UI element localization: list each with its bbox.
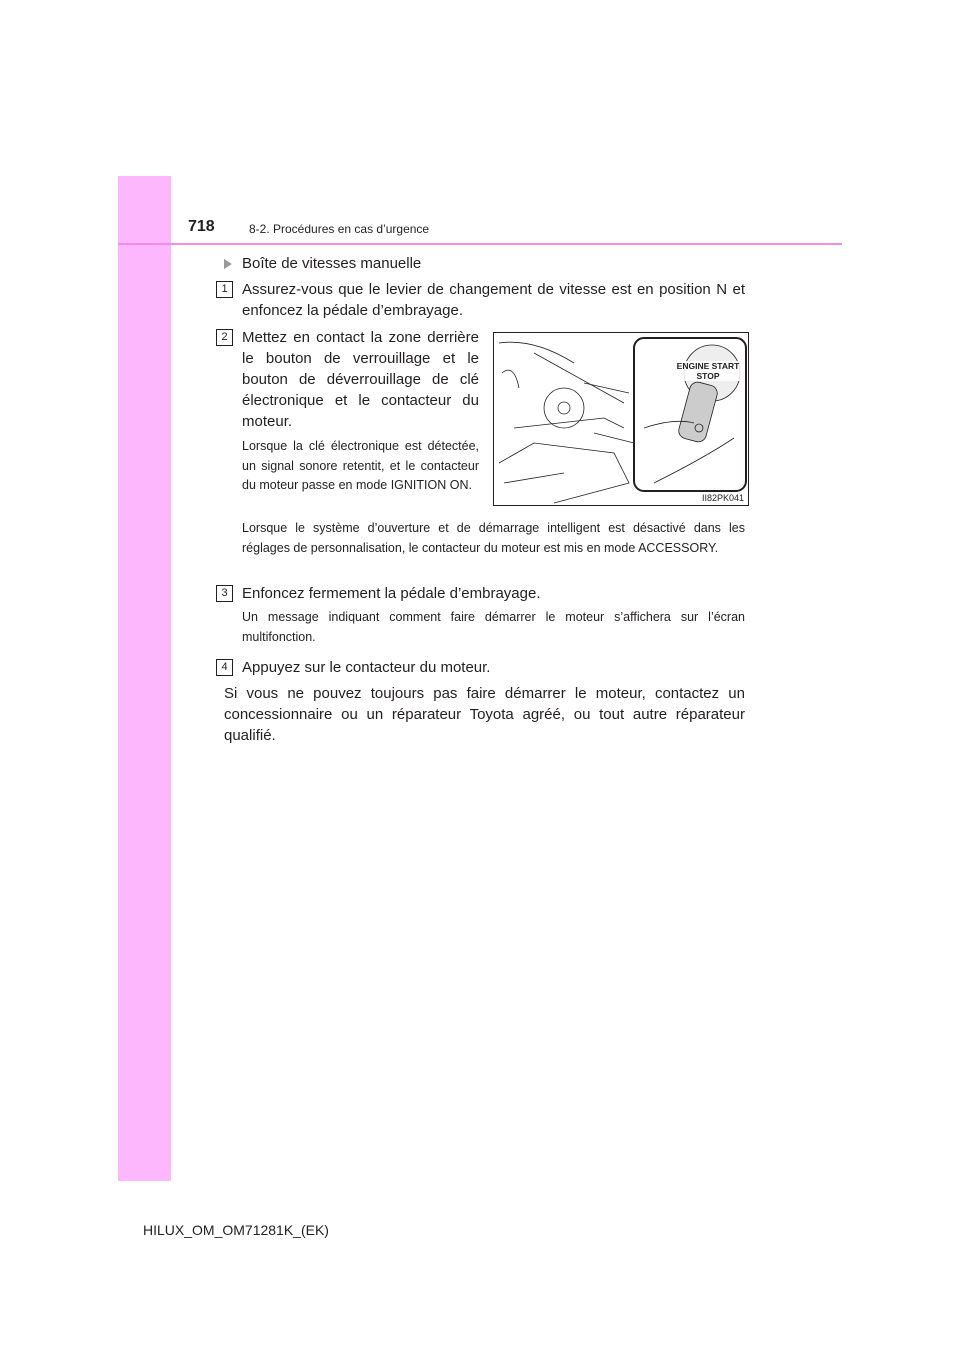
step-number: 3 xyxy=(216,585,233,602)
section-title: 8-2. Procédures en cas d’urgence xyxy=(249,222,430,236)
step-text: Enfoncez fermement la pédale d’embrayage. xyxy=(242,585,541,602)
step-note: Lorsque le système d’ouverture et de démarrage intelligent est désactivé dans les réglages de personnalisation, le contacteur du moteur est mis en mode ACCESSORY. xyxy=(242,521,745,555)
illustration-smart-key-start xyxy=(493,332,749,506)
step-note: Un message indiquant comment faire démarrer le moteur s’affichera sur l’écran multifonction. xyxy=(242,610,745,644)
chapter-tab xyxy=(118,176,171,1181)
step-note: Lorsque la clé électronique est détectée, un signal sonore retentit, et le contacteur du moteur passe en mode IGNITION ON. xyxy=(242,439,479,492)
closing-paragraph: Si vous ne pouvez toujours pas faire démarrer le moteur, contactez un concessionnaire ou un réparateur Toyota agréé, ou tout autre réparateur qualifié. xyxy=(224,685,745,744)
triangle-bullet-icon xyxy=(224,259,232,269)
page-number: 718 xyxy=(188,218,215,235)
step-number: 2 xyxy=(216,329,233,346)
car-interior-key-illustration xyxy=(494,333,748,505)
subheading: Boîte de vitesses manuelle xyxy=(242,255,422,272)
step-text: Appuyez sur le contacteur du moteur. xyxy=(242,659,491,676)
step-number: 4 xyxy=(216,659,233,676)
step-text: Mettez en contact la zone derrière le bouton de verrouillage et le bouton de déverrouillage de clé électronique et le contacteur du moteur. xyxy=(242,329,479,430)
header-rule xyxy=(118,243,842,245)
figure-code: II82PK041 xyxy=(701,493,744,503)
engine-button-label: ENGINE START STOP xyxy=(672,361,744,381)
step-text: Assurez-vous que le levier de changement de vitesse est en position N et enfoncez la pédale d’embrayage. xyxy=(242,281,745,319)
document-code: HILUX_OM_OM71281K_(EK) xyxy=(143,1222,329,1238)
step-number: 1 xyxy=(216,281,233,298)
